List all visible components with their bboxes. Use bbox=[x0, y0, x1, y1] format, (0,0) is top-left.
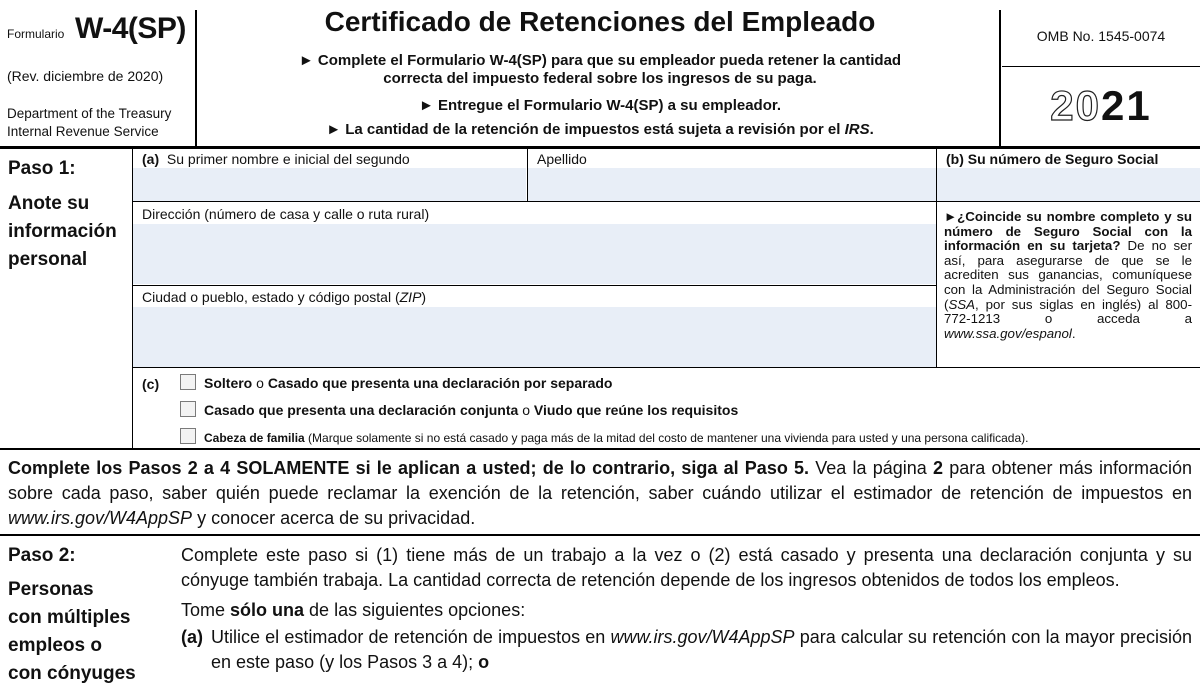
omb-divider bbox=[1002, 66, 1200, 67]
step2-option-a bbox=[211, 625, 1192, 675]
ssn-note-ssa: SSA bbox=[948, 296, 976, 312]
field-a-label: Su primer nombre e inicial del segundo bbox=[166, 151, 410, 167]
step2-title-line-4: con cónyuges bbox=[8, 663, 136, 684]
ssn-label: (b) Su número de Seguro Social bbox=[946, 151, 1159, 167]
checkbox-single[interactable] bbox=[180, 374, 196, 390]
option-widow-text: Viudo que reúne los requisitos bbox=[533, 402, 739, 418]
department-name bbox=[7, 105, 171, 141]
department-line-1: Department of the Treasury bbox=[7, 106, 172, 121]
option-single-label bbox=[204, 375, 612, 391]
step1-title-line-2: información bbox=[8, 221, 117, 242]
option-single-separate: Casado que presenta una declaración por separado bbox=[267, 375, 613, 391]
ssn-note-text-2: , por sus siglas en inglés) al 800-772-1213 o acceda a bbox=[944, 296, 1192, 327]
option-single-or: o bbox=[252, 375, 268, 391]
city-label-text: Ciudad o pueblo, estado y código postal ( bbox=[142, 289, 400, 305]
notice-text-1: Vea la página bbox=[809, 458, 933, 478]
step2-choose-bold: sólo una bbox=[230, 600, 305, 620]
instruction-1 bbox=[200, 52, 1000, 88]
step2-choose-pre: Tome bbox=[181, 600, 231, 620]
header-bottom-rule bbox=[0, 146, 1200, 149]
checkbox-head-of-household[interactable] bbox=[180, 428, 196, 444]
city-input[interactable] bbox=[133, 307, 936, 367]
address-input[interactable] bbox=[133, 224, 936, 284]
step2-option-a-tag: (a) bbox=[181, 627, 203, 647]
step2-title-line-3: empleos o bbox=[8, 635, 102, 656]
notice-url[interactable]: www.irs.gov/W4AppSP bbox=[8, 508, 193, 528]
header-divider-left bbox=[195, 10, 197, 146]
ssn-note-text-1: De no ser así, para asegurarse de que se le acrediten sus ganancias, comuníquese con la Administración del Seguro Social ( bbox=[944, 238, 1192, 312]
step2-title bbox=[8, 576, 136, 688]
field-a-tag: (a) bbox=[142, 151, 160, 167]
step2-option-a-url[interactable]: www.irs.gov/W4AppSP bbox=[610, 627, 795, 647]
notice-bold: Complete los Pasos 2 a 4 SOLAMENTE si le aplican a usted; de lo contrario, siga al Paso 5. bbox=[8, 458, 810, 478]
row1-bottom-rule bbox=[133, 201, 1200, 202]
first-name-input[interactable] bbox=[133, 168, 526, 201]
instruction-1-line-1: ► Complete el Formulario W-4(SP) para que su empleador pueda retener la cantidad bbox=[298, 52, 902, 69]
ssn-card-note bbox=[944, 210, 1192, 341]
instruction-2: ► Entregue el Formulario W-4(SP) a su empleador. bbox=[418, 97, 782, 114]
instruction-3-end: . bbox=[869, 121, 874, 138]
revision-date: (Rev. diciembre de 2020) bbox=[7, 68, 164, 84]
option-single-text: Soltero bbox=[204, 375, 253, 391]
form-title: Certificado de Retenciones del Empleado bbox=[324, 6, 876, 37]
option-married-text: Casado que presenta una declaración conjunta bbox=[204, 402, 519, 418]
option-married-label bbox=[204, 402, 738, 418]
step2-title-line-2: con múltiples bbox=[8, 607, 131, 628]
instruction-3 bbox=[200, 121, 1000, 139]
option-married-or: o bbox=[518, 402, 534, 418]
tax-year bbox=[1002, 82, 1200, 130]
notice-bottom-rule bbox=[0, 534, 1200, 536]
row2-bottom-rule bbox=[133, 285, 936, 286]
step2-choose bbox=[181, 598, 1192, 623]
form-number: W-4(SP) bbox=[75, 12, 186, 45]
instruction-3-irs: IRS bbox=[844, 121, 870, 138]
city-label-end: ) bbox=[421, 289, 427, 305]
notice-page: 2 bbox=[933, 458, 944, 478]
tax-year-bold: 21 bbox=[1101, 82, 1152, 129]
step2-option-a-post: para calcular su retención con la mayor precisión en este paso (y los Pasos 3 a 4); bbox=[211, 627, 1192, 672]
instruction-3-text: ► La cantidad de la retención de impuestos está sujeta a revisión por el bbox=[326, 121, 845, 138]
row3-bottom-rule bbox=[133, 367, 1200, 368]
last-name-label: Apellido bbox=[537, 151, 587, 167]
notice-text-2: para obtener más información sobre cada paso, saber quién puede reclamar la exención de la retención, saber cuándo utilizar el estimador de retención de impuestos en bbox=[8, 458, 1192, 503]
tax-year-outline: 20 bbox=[1050, 82, 1101, 129]
step1-bottom-rule bbox=[0, 448, 1200, 450]
option-head-text: Cabeza de familia bbox=[204, 431, 305, 445]
option-head-label bbox=[204, 429, 1028, 445]
city-label-zip: ZIP bbox=[399, 289, 422, 305]
step1-title-line-3: personal bbox=[8, 249, 88, 270]
omb-number: OMB No. 1545-0074 bbox=[1036, 28, 1166, 44]
step1-label: Paso 1: bbox=[8, 158, 76, 179]
step2-option-a-pre: Utilice el estimador de retención de impuestos en bbox=[211, 627, 611, 647]
form-label: Formulario bbox=[7, 27, 65, 41]
department-line-2: Internal Revenue Service bbox=[7, 124, 159, 139]
step1-title-line-1: Anote su bbox=[8, 193, 90, 214]
steps-notice bbox=[8, 456, 1192, 531]
notice-text-3: y conocer acerca de su privacidad. bbox=[192, 508, 476, 528]
step2-label: Paso 2: bbox=[8, 545, 76, 566]
step2-title-line-1: Personas bbox=[8, 579, 94, 600]
city-label bbox=[142, 289, 426, 305]
step2-intro: Complete este paso si (1) tiene más de un trabajo a la vez o (2) está casado y presenta una declaración conjunta y su cónyuge también trabaja. La cantidad correcta de retención depende de los ingresos obtenidos de todos los empleos. bbox=[181, 545, 1192, 590]
ssn-input[interactable] bbox=[937, 168, 1200, 201]
step2-choose-post: de las siguientes opciones: bbox=[304, 600, 526, 620]
ssn-note-end: . bbox=[1071, 325, 1076, 341]
field-c-tag: (c) bbox=[142, 376, 160, 392]
step2-option-a-or: o bbox=[478, 652, 490, 672]
first-name-label bbox=[142, 151, 410, 167]
instruction-1-line-2: correcta del impuesto federal sobre los ingresos de su paga. bbox=[383, 70, 817, 87]
option-head-note: (Marque solamente si no está casado y paga más de la mitad del costo de mantener una vivienda para usted y una persona calificada). bbox=[304, 431, 1029, 445]
step1-title bbox=[8, 190, 117, 274]
address-label: Dirección (número de casa y calle o ruta rural) bbox=[142, 206, 430, 222]
ssn-note-question: ►¿Coincide su nombre completo y su número de Seguro Social con la información en su tarjeta? bbox=[944, 209, 1192, 254]
checkbox-married-joint[interactable] bbox=[180, 401, 196, 417]
last-name-input[interactable] bbox=[528, 168, 936, 201]
ssn-note-url[interactable]: www.ssa.gov/espanol bbox=[944, 325, 1072, 341]
